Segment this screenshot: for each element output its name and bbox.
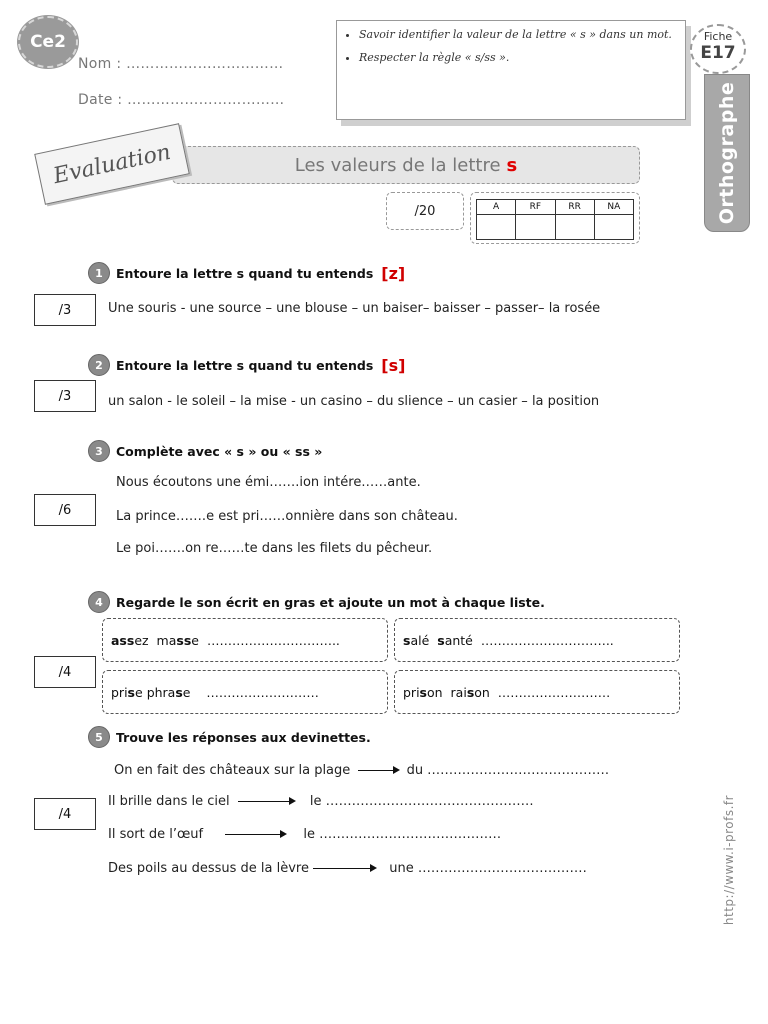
evaluation-tag: Evaluation xyxy=(34,123,190,205)
objectives-card xyxy=(336,20,686,120)
level-badge: Ce2 xyxy=(18,16,78,68)
exercise-4-heading xyxy=(88,591,545,613)
exercise-1-score: /3 xyxy=(34,294,96,326)
answer-dots[interactable]: ………………………….. xyxy=(480,632,614,648)
list-word: salé xyxy=(403,632,430,648)
list-word: phrase xyxy=(146,684,191,700)
word-list-box[interactable] xyxy=(102,670,388,714)
site-url xyxy=(714,780,744,940)
fiche-badge xyxy=(690,24,746,74)
subject-tab xyxy=(704,74,750,232)
riddle-clue: Des poils au dessus de la lèvre xyxy=(108,861,309,876)
arrow-icon xyxy=(238,801,294,802)
exercise-2-words[interactable]: un salon - le soleil – la mise - un casino – du slience – un casier – la position xyxy=(108,394,600,409)
riddle-line xyxy=(114,763,609,778)
grade-table-wrap xyxy=(470,192,640,244)
grade-col-na: NA xyxy=(594,200,633,215)
riddle-line xyxy=(108,794,534,809)
total-score-box: /20 xyxy=(386,192,464,230)
riddle-answer[interactable]: le …………………………………… xyxy=(303,827,502,842)
objective-item: • Savoir identifier la valeur de la lettre « s » dans un mot. xyxy=(359,27,675,42)
exercise-2-score: /3 xyxy=(34,380,96,412)
exercise-number: 5 xyxy=(88,726,110,748)
grade-col-rf: RF xyxy=(516,200,555,215)
objective-item: • Respecter la règle « s/ss ». xyxy=(359,50,675,65)
answer-dots[interactable]: ………………………….. xyxy=(206,632,340,648)
grade-cell[interactable] xyxy=(516,215,555,240)
riddle-clue: Il brille dans le ciel xyxy=(108,794,230,809)
exercise-number: 3 xyxy=(88,440,110,462)
exercise-2-heading xyxy=(88,354,405,376)
exercise-3-sentence[interactable]: Nous écoutons une émi…….ion intére……ante. xyxy=(116,475,421,490)
list-word: assez xyxy=(111,632,149,648)
answer-dots[interactable]: ……………………… xyxy=(497,684,611,700)
title-text: Les valeurs de la lettre xyxy=(294,154,501,176)
exercise-3-sentence[interactable]: Le poi…….on re……te dans les filets du pêcheur. xyxy=(116,541,433,556)
fiche-label: Fiche xyxy=(703,30,733,43)
objectives-list xyxy=(345,27,675,65)
riddle-answer[interactable]: une ………………………………… xyxy=(389,861,587,876)
exercise-5-score: /4 xyxy=(34,798,96,830)
riddle-clue: Il sort de l’œuf xyxy=(108,827,204,842)
exercise-3-heading xyxy=(88,440,322,462)
arrow-icon xyxy=(313,868,375,869)
exercise-instruction: Complète avec « s » ou « ss » xyxy=(116,443,323,459)
exercise-number: 1 xyxy=(88,262,110,284)
word-list-box[interactable] xyxy=(394,670,680,714)
site-url-text: http://www.i-profs.fr xyxy=(722,794,736,926)
riddle-answer[interactable]: du …………………………………… xyxy=(406,763,610,778)
riddle-line xyxy=(108,827,501,842)
list-word: prise xyxy=(111,684,143,700)
grade-col-a: A xyxy=(477,200,516,215)
exercise-number: 2 xyxy=(88,354,110,376)
name-field: Nom : …………………………… xyxy=(78,56,284,72)
grade-cell[interactable] xyxy=(477,215,516,240)
phoneme-label: [z] xyxy=(381,263,406,283)
list-word: santé xyxy=(437,632,473,648)
exercise-4-score: /4 xyxy=(34,656,96,688)
word-list-box[interactable] xyxy=(102,618,388,662)
exercise-instruction: Regarde le son écrit en gras et ajoute un mot à chaque liste. xyxy=(116,594,545,610)
exercise-3-score: /6 xyxy=(34,494,96,526)
grade-col-rr: RR xyxy=(555,200,594,215)
exercise-instruction: Entoure la lettre s quand tu entends xyxy=(116,357,374,373)
riddle-answer[interactable]: le ………………………………………… xyxy=(309,794,534,809)
exercise-1-heading xyxy=(88,262,405,284)
arrow-icon xyxy=(225,834,285,835)
subject-label: Orthographe xyxy=(716,81,738,225)
exercise-3-sentence[interactable]: La prince…….e est pri……onnière dans son château. xyxy=(116,509,458,524)
exercise-number: 4 xyxy=(88,591,110,613)
list-word: masse xyxy=(156,632,199,648)
page-title xyxy=(172,146,640,184)
grade-table xyxy=(476,199,634,240)
exercise-instruction: Trouve les réponses aux devinettes. xyxy=(116,729,371,745)
exercise-1-words[interactable]: Une souris - une source – une blouse – un baiser– baisser – passer– la rosée xyxy=(108,301,601,316)
arrow-icon xyxy=(358,770,398,771)
riddle-clue: On en fait des châteaux sur la plage xyxy=(114,763,351,778)
answer-dots[interactable]: ……………………… xyxy=(206,684,319,700)
word-list-box[interactable] xyxy=(394,618,680,662)
grade-cell[interactable] xyxy=(594,215,633,240)
fiche-code: E17 xyxy=(700,43,736,63)
exercise-5-heading xyxy=(88,726,371,748)
riddle-line xyxy=(108,861,587,876)
phoneme-label: [s] xyxy=(381,355,406,375)
list-word: prison xyxy=(403,684,443,700)
date-field: Date : …………………………… xyxy=(78,92,285,108)
grade-cell[interactable] xyxy=(555,215,594,240)
exercise-instruction: Entoure la lettre s quand tu entends xyxy=(116,265,374,281)
list-word: raison xyxy=(450,684,490,700)
title-letter: s xyxy=(506,154,518,176)
